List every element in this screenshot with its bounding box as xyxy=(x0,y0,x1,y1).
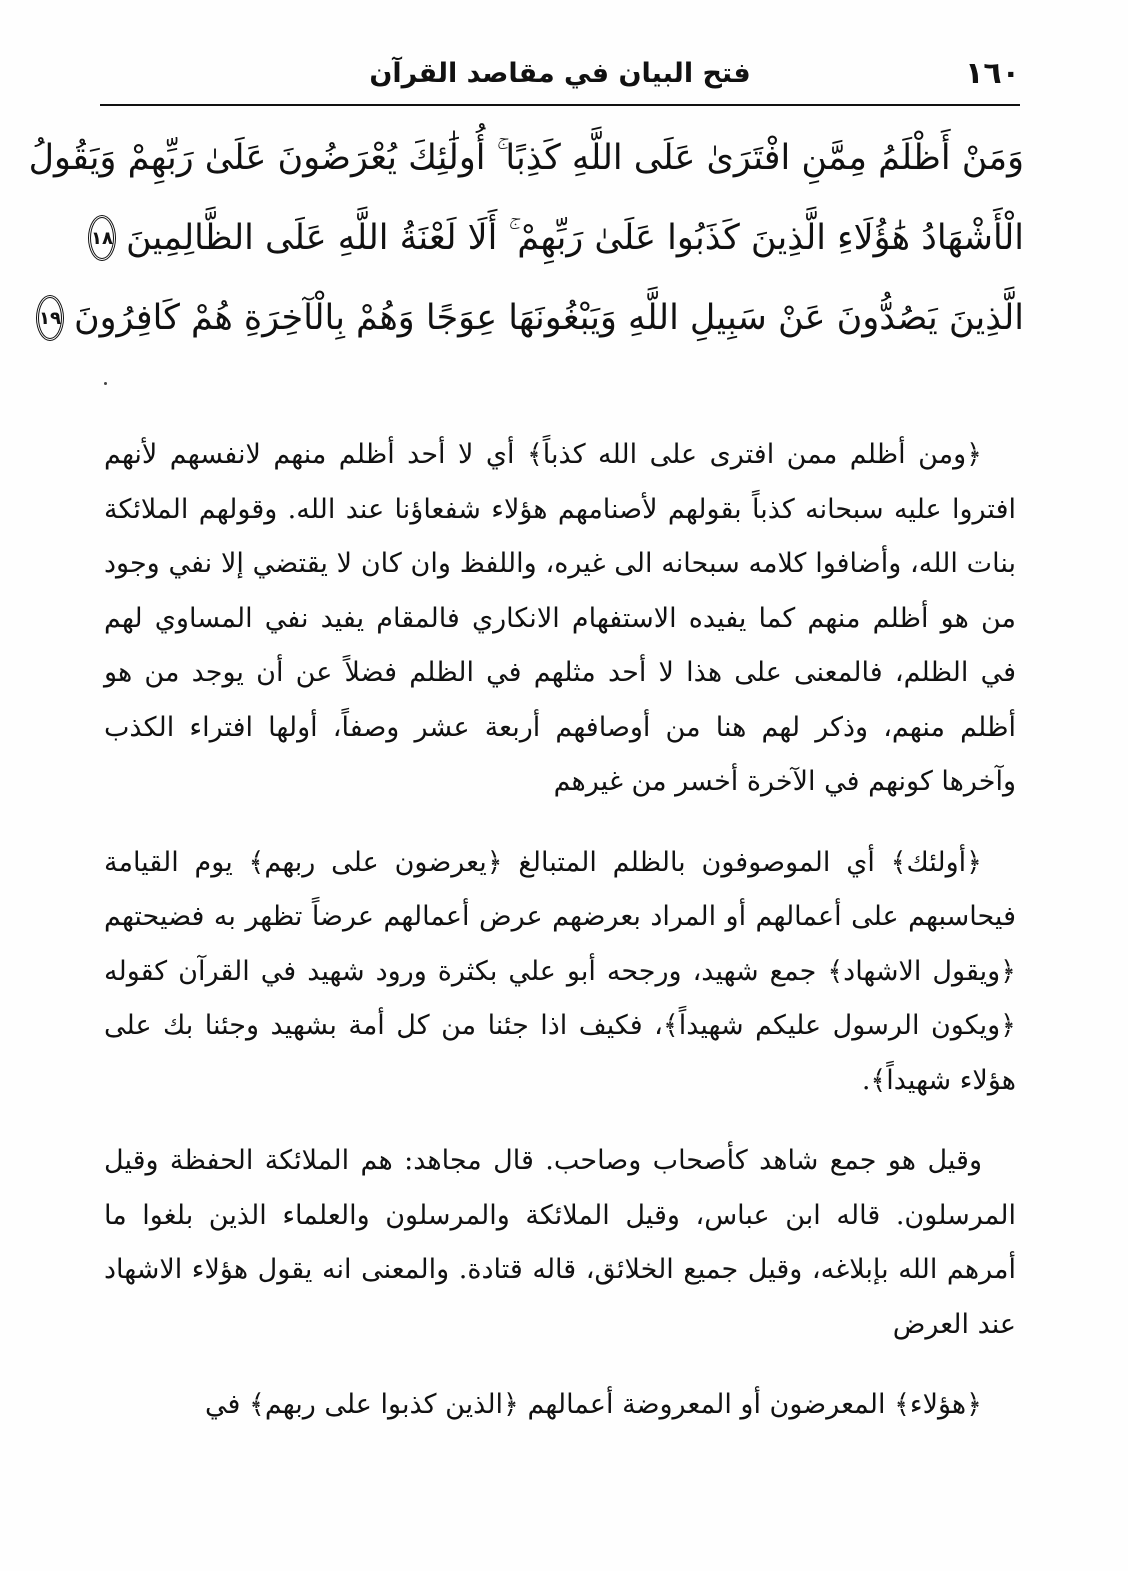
verse-text-3: الَّذِينَ يَصُدُّونَ عَنْ سَبِيلِ اللَّهِ وَيَبْغُونَهَا عِوَجًا وَهُمْ بِالْآخِرَةِ هُمْ كَافِرُونَ xyxy=(73,298,1024,338)
commentary-paragraph-1: ﴿ومن أظلم ممن افترى على الله كذباً﴾ أي لا أحد أظلم منهم لانفسهم لأنهم افتروا عليه سبحانه كذباً بقولهم لأصنامهم هؤلاء شفعاؤنا عند الله. وقولهم الملائكة بنات الله، وأضافوا كلامه سبحانه الى غيره، واللفظ وان كان لا يقتضي إلا نفي وجود من هو أظلم منهم كما يفيده الاستفهام الانكاري فالمقام يفيد نفي المساوي لهم في الظلم، فالمعنى على هذا لا أحد مثلهم في الظلم فضلاً عن أن يوجد من هو أظلم منهم، وذكر لهم هنا من أوصافهم أربعة عشر وصفاً، أولها افتراء الكذب وآخرها كونهم في الآخرة أخسر من غيرهم xyxy=(104,439,1016,797)
running-title: فتح البيان في مقاصد القرآن xyxy=(369,58,751,89)
page-header xyxy=(100,56,1020,106)
verse-text-2: الْأَشْهَادُ هَٰؤُلَاءِ الَّذِينَ كَذَبُوا عَلَىٰ رَبِّهِمْ ۚ أَلَا لَعْنَةُ اللَّهِ عَلَى الظَّالِمِينَ xyxy=(126,218,1024,258)
quran-verses xyxy=(28,118,1024,358)
verse-line-2 xyxy=(91,198,1024,278)
verse-line-1 xyxy=(28,118,1024,198)
verse-text-1: وَمَنْ أَظْلَمُ مِمَّنِ افْتَرَىٰ عَلَى اللَّهِ كَذِبًا ۚ أُولَٰئِكَ يُعْرَضُونَ عَلَىٰ رَبِّهِمْ وَيَقُولُ xyxy=(28,138,1024,178)
verse-number-marker: ١٨ xyxy=(88,215,116,261)
commentary-paragraph-3: وقيل هو جمع شاهد كأصحاب وصاحب. قال مجاهد: هم الملائكة الحفظة وقيل المرسلون. قاله ابن عباس، وقيل الملائكة والمرسلون والعلماء الذين بلغوا ما أمرهم الله بإبلاغه، وقيل جميع الخلائق، قاله قتادة. والمعنى انه يقول هؤلاء الاشهاد عند العرض xyxy=(104,1145,1016,1340)
commentary-paragraph-2: ﴿أولئك﴾ أي الموصوفون بالظلم المتبالغ ﴿يعرضون على ربهم﴾ يوم القيامة فيحاسبهم على أعمالهم أو المراد بعرضهم عرض أعمالهم عرضاً تظهر به فضيحتهم ﴿ويقول الاشهاد﴾ جمع شهيد، ورجحه أبو علي بكثرة ورود شهيد في القرآن كقوله ﴿ويكون الرسول عليكم شهيداً﴾، فكيف اذا جئنا من كل أمة بشهيد وجئنا بك على هؤلاء شهيداً﴾. xyxy=(104,846,1016,1096)
page-number: ١٦٠ xyxy=(965,56,1020,91)
verse-line-3 xyxy=(38,278,1024,358)
commentary-paragraph-4: ﴿هؤلاء﴾ المعرضون أو المعروضة أعمالهم ﴿الذين كذبوا على ربهم﴾ في xyxy=(205,1389,982,1420)
scan-speck xyxy=(104,382,107,385)
commentary-text xyxy=(104,428,1016,1459)
verse-number-marker: ١٩ xyxy=(36,295,64,341)
